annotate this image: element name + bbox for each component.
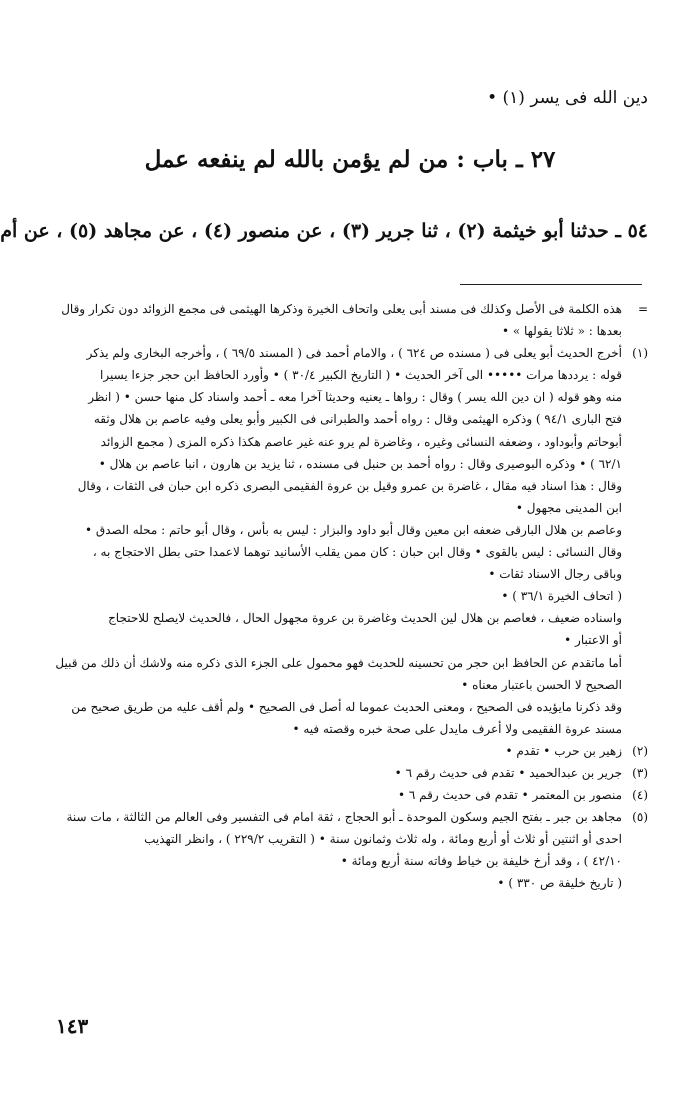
footnote-line: وباقى رجال الاسناد ثقات •: [488, 567, 622, 582]
footnote-line: ( تاريخ خليفة ص ٣٣٠ ) •: [497, 876, 622, 891]
footnote-marker: =: [637, 302, 648, 316]
footnote-line: وقال : هذا اسناد فيه مقال ، غاضرة بن عمرو وقيل بن عروة الفقيمى البصرى ذكره ابن حبان فى الثقات ، وقال: [77, 478, 622, 493]
footnote-line: مجاهد بن جبر ـ بفتح الجيم وسكون الموحدة ـ أبو الحجاج ، ثقة امام فى التفسير وفى العالم من الثالثة ، مات سنة: [66, 810, 622, 825]
footnote: [52, 298, 648, 342]
footnote: [52, 784, 648, 806]
footnote-line: بعدها : « ثلاثا يقولها » •: [501, 324, 622, 339]
footnote-line: منه وهو قوله ( ان دين الله يسر ) وقال : رواها ـ يعنيه وحديثا آخرا معه ـ أحمد واسناد كل منها حسن • ( انظر: [88, 390, 622, 405]
page-number: ١٤٣: [56, 1014, 89, 1038]
footnote-line: أخرج الحديث أبو يعلى فى ( مسنده ص ٦٢٤ ) ، والامام أحمد فى ( المسند ٦٩/٥ ) ، وأخرجه البخارى ولم يذكر: [86, 346, 622, 361]
footnote-line: أبوحاتم وأبوداود ، وضعفه النسائى وغيره ، وغاضرة لم يرو عنه غير عاصم هكذا ذكره المزى ( مجمع الزوائد: [100, 434, 622, 449]
footnote-line: ٦٢/١ ) • وذكره البوصيرى وقال : رواه أحمد بن حنبل فى مسنده ، ثنا يزيد بن هارون ، انبا عاصم بن هلال •: [98, 456, 622, 471]
footnote-line: أما ماتقدم عن الحافظ ابن حجر من تحسينه للحديث فهو محمول على الجزء الذى ذكره منه ولاشك أن ذلك من قبيل: [55, 655, 622, 670]
footnotes: [52, 298, 648, 895]
footnote-line: واسناده ضعيف ، فعاصم بن هلال لين الحديث وغاضرة بن عروة مجهول الحال ، فالحديث لايصلح للاحتجاج: [108, 611, 622, 626]
footnote-marker: (٥): [632, 810, 648, 825]
footnote-line: ( اتحاف الخيرة ٣٦/١ ) •: [501, 589, 622, 604]
footnote-line: وقد ذكرنا مايؤيده فى الصحيح ، ومعنى الحديث عموما له أصل فى الصحيح • ولم أقف عليه من طريق صحيح من: [71, 699, 622, 714]
hadith-text: ٥٤ ـ حدثنا أبو خيثمة (٢) ، ثنا جرير (٣) ، عن منصور (٤) ، عن مجاهد (٥) ، عن أم: [0, 220, 648, 242]
footnote-line: احدى أو اثنتين أو ثلاث أو أربع ومائة ، وله ثلاث وثمانون سنة • ( التقريب ٢٢٩/٢ ) ، وانظر التهذيب: [144, 832, 622, 847]
opening-line: دين الله فى يسر (١) •: [487, 88, 648, 108]
footnote-line: قوله : يرددها مرات ••••• الى آخر الحديث • ( التاريخ الكبير ٣٠/٤ ) • وأورد الحافظ ابن حجر جزءا يسيرا: [100, 368, 622, 383]
footnote-line: جرير بن عبدالحميد • تقدم فى حديث رقم ٦ •: [394, 765, 622, 780]
footnote-marker: (٣): [632, 765, 648, 780]
footnote-line: أو الاعتبار •: [564, 633, 622, 648]
footnote-line: زهير بن حرب • تقدم •: [505, 743, 622, 758]
footnote-separator: [460, 284, 642, 285]
chapter-heading: ٢٧ ـ باب : من لم يؤمن بالله لم ينفعه عمل: [144, 146, 556, 173]
footnote-line: هذه الكلمة فى الأصل وكذلك فى مسند أبى يعلى واتحاف الخيرة وذكرها الهيثمى فى مجمع الزوائد دون تكرار وقال: [61, 302, 622, 316]
footnote-line: ابن المدينى مجهول •: [515, 500, 622, 515]
footnote-line: فتح البارى ٩٤/١ ) وذكره الهيثمى وقال : رواه أحمد والطبرانى فى الكبير وأبو يعلى وفيه عاصم بن هلال وثقه: [93, 412, 622, 427]
footnote: [52, 740, 648, 762]
footnote-line: الصحيح لا الحسن باعتبار معناه •: [461, 677, 622, 692]
footnote-line: وقال النسائى : ليس بالقوى • وقال ابن حبان : كان ممن يقلب الأسانيد توهما لاعمدا حتى بطل الاحتجاج به ،: [92, 545, 622, 560]
footnote-line: منصور بن المعتمر • تقدم فى حديث رقم ٦ •: [397, 788, 622, 803]
footnote-line: ٤٢/١٠ ) ، وقد أرخ خليفة بن خياط وفاته سنة أربع ومائة •: [340, 854, 622, 869]
footnote: [52, 762, 648, 784]
footnote-marker: (٤): [632, 788, 648, 803]
footnote-line: وعاصم بن هلال البارقى ضعفه ابن معين وقال أبو داود والبزار : ليس به بأس ، وقال أبو حاتم : محله الصدق •: [85, 522, 622, 537]
footnote-marker: (٢): [632, 743, 648, 758]
footnote: [52, 806, 648, 894]
footnote-marker: (١): [632, 346, 648, 361]
footnote: [52, 342, 648, 740]
footnote-line: مسند عروة الفقيمى ولا أعرف مايدل على صحة خبره وقصته فيه •: [292, 721, 622, 736]
